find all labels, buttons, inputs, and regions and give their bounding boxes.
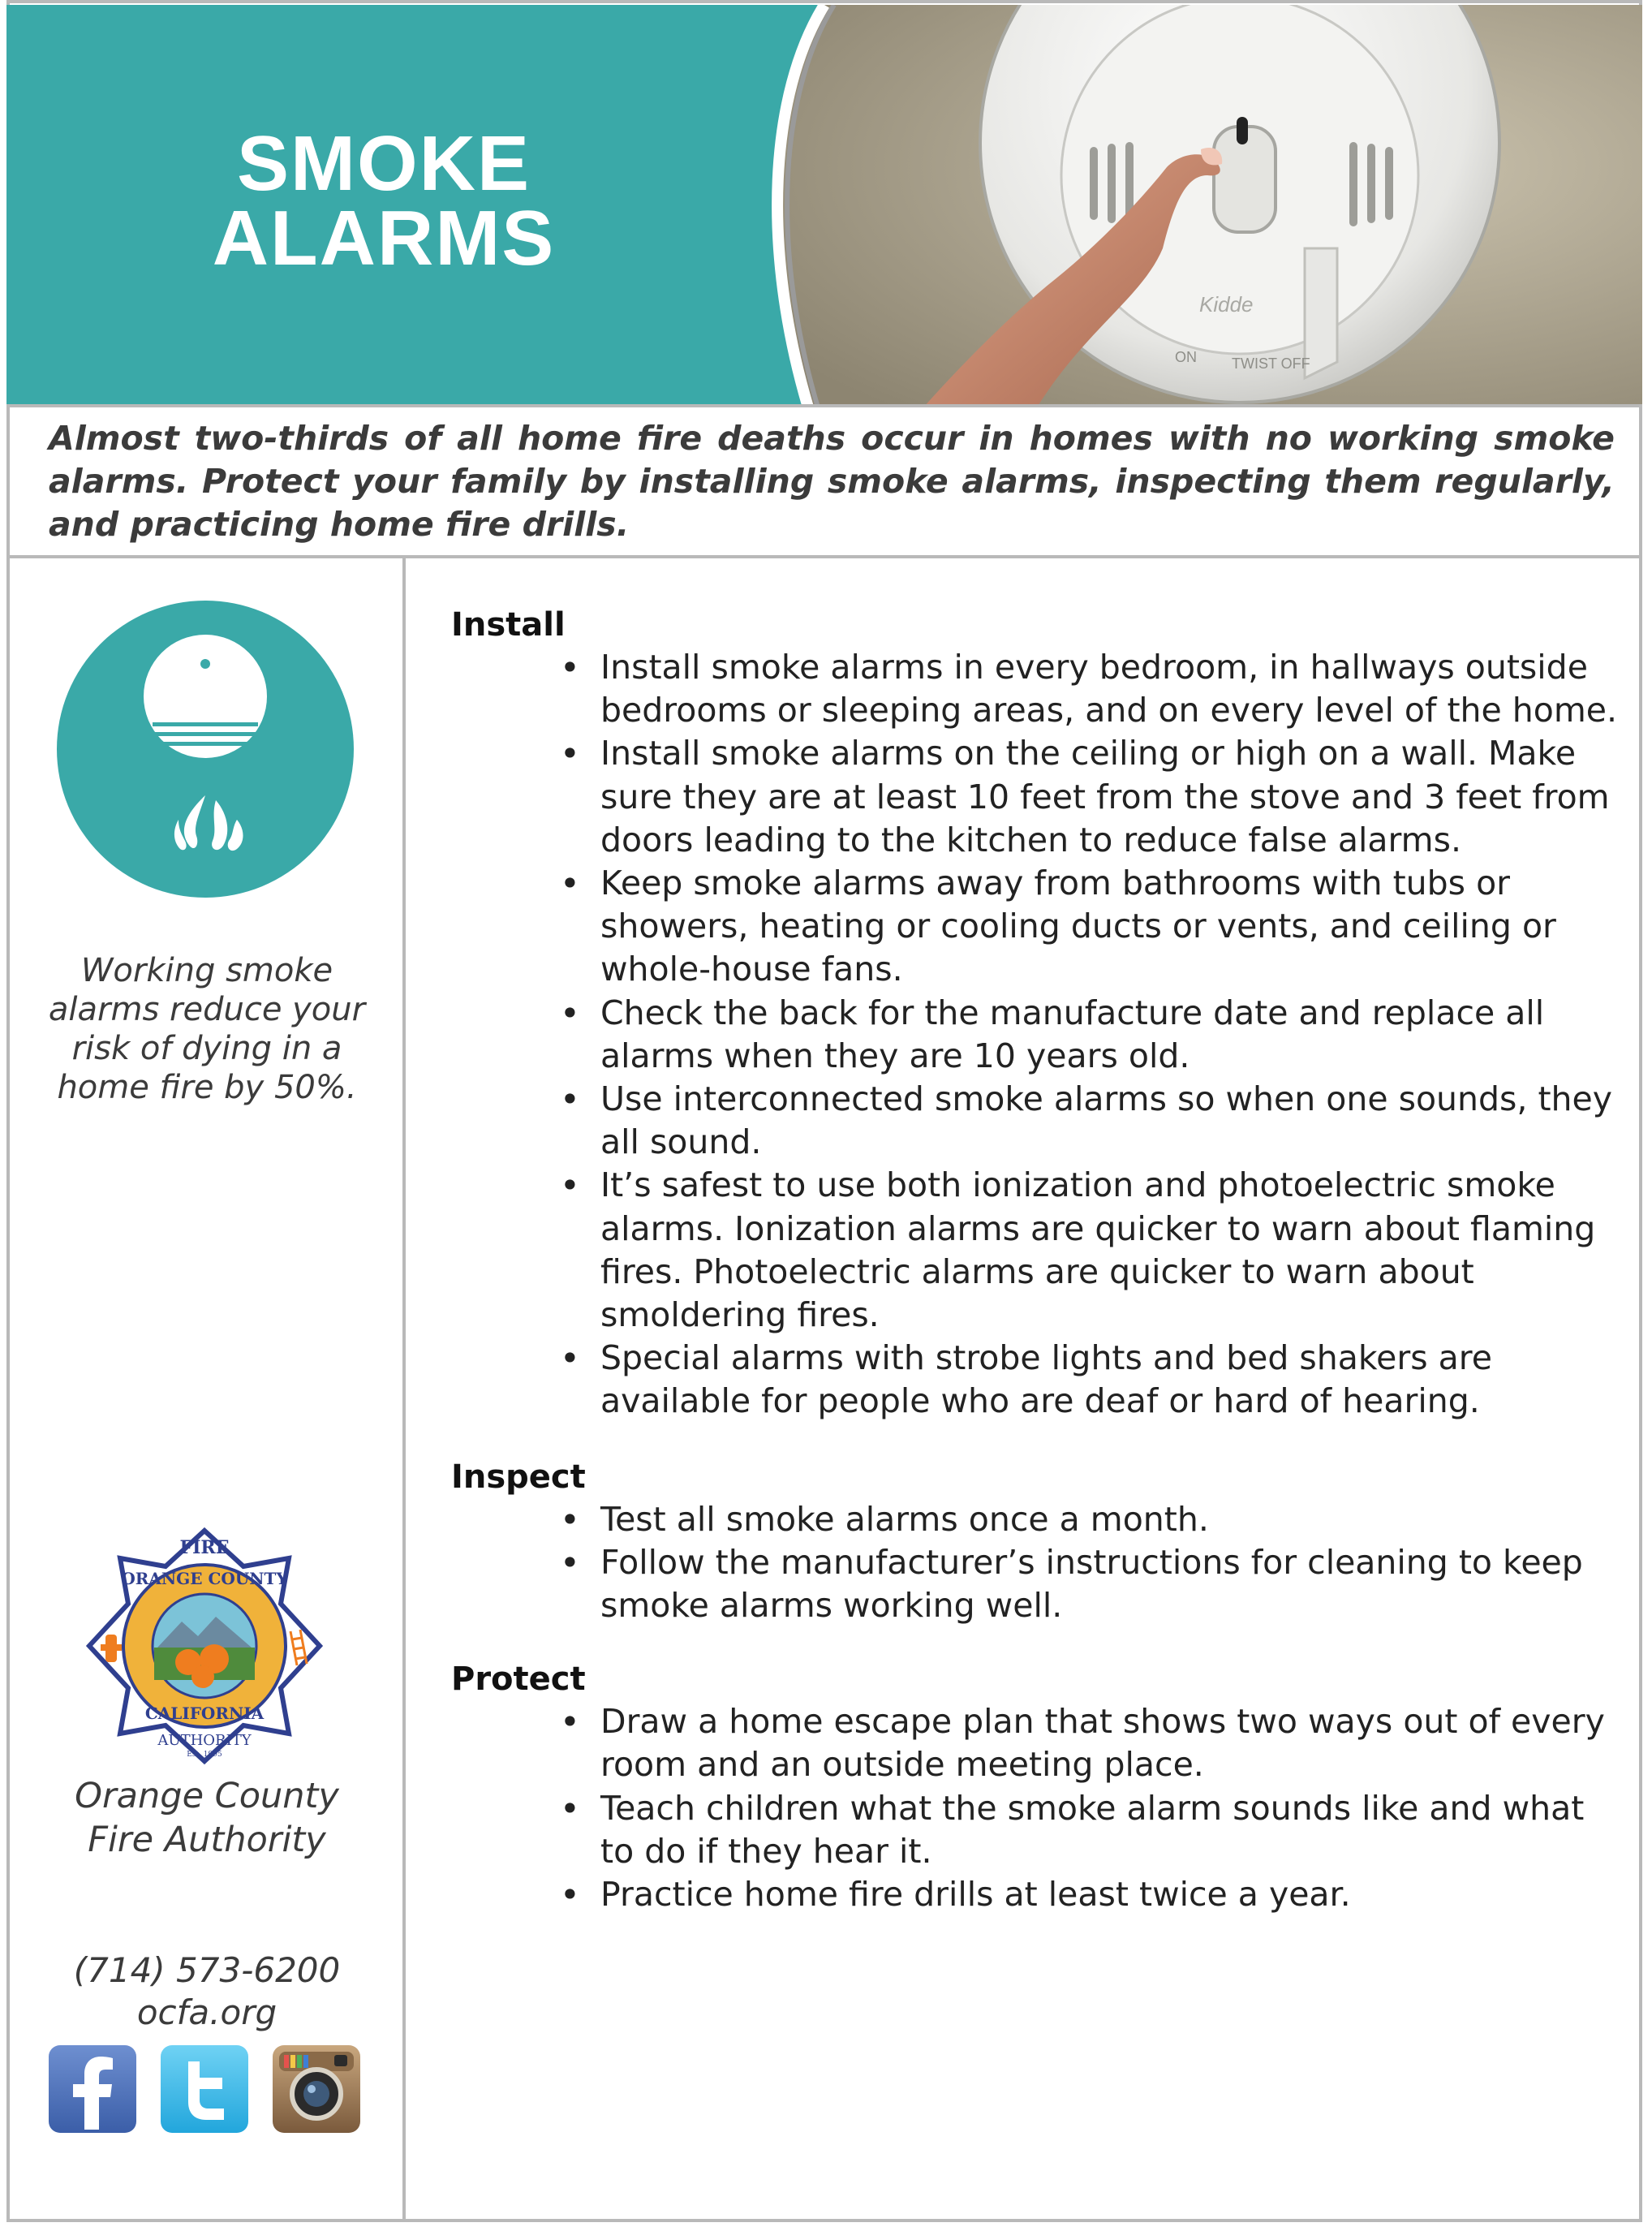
- list-item: • Teach children what the smoke alarm sounds like and what to do if they hear it.: [600, 1787, 1628, 1873]
- photo-twist-label: TWIST OFF: [1232, 355, 1310, 372]
- header-banner: [6, 5, 1642, 407]
- list-item: • Draw a home escape plan that shows two ways out of every room and an outside meeting place.: [600, 1700, 1628, 1786]
- page-title: [104, 120, 664, 282]
- list-item: • Test all smoke alarms once a month.: [600, 1498, 1628, 1541]
- section-heading-install: Install: [451, 606, 566, 644]
- section-heading-inspect: Inspect: [451, 1458, 586, 1496]
- divider-top: [6, 404, 1642, 407]
- column-divider: [402, 557, 406, 2222]
- inspect-list: [451, 1498, 1628, 1628]
- section-install: [451, 604, 1628, 1424]
- seal-ring-bottom-text: CALIFORNIA: [144, 1704, 265, 1723]
- title-line-1: SMOKE: [236, 120, 531, 207]
- social-links: [49, 2045, 373, 2138]
- ocfa-seal-logo: [84, 1526, 325, 1766]
- facebook-icon[interactable]: [49, 2045, 136, 2133]
- list-item: • Install smoke alarms on the ceiling or high on a wall. Make sure they are at least 10 feet from the stove and 3 feet from doors leading to the kitchen to reduce false alarms.: [600, 732, 1628, 862]
- seal-est-text: Est. 1995: [187, 1751, 222, 1759]
- photo-brand-label: Kidde: [1199, 292, 1254, 317]
- list-item: • Install smoke alarms in every bedroom, in hallways outside bedrooms or sleeping areas, and on every level of the home.: [600, 646, 1628, 732]
- contact-info: [32, 1949, 381, 2034]
- organization-name: [32, 1774, 381, 1862]
- twitter-icon[interactable]: [161, 2045, 248, 2133]
- section-heading-protect: Protect: [451, 1661, 586, 1699]
- seal-ring-top-text: ORANGE COUNTY: [121, 1569, 288, 1588]
- divider-intro: [6, 555, 1642, 558]
- photo-on-label: ON: [1175, 349, 1197, 365]
- list-item: • It’s safest to use both ionization and photoelectric smoke alarms. Ionization alarms are quicker to warn about flaming fires. Photoelectric alarms are quicker to warn about smoldering fires.: [600, 1164, 1628, 1337]
- install-list: [451, 646, 1628, 1424]
- statistic-callout: Working smoke alarms reduce your risk of dying in a home fire by 50%.: [48, 952, 366, 1106]
- list-item: • Keep smoke alarms away from bathrooms with tubs or showers, heating or cooling ducts or vents, and ceiling or whole-house fans.: [600, 862, 1628, 992]
- list-item: • Check the back for the manufacture date and replace all alarms when they are 10 years old.: [600, 992, 1628, 1078]
- list-item: • Use interconnected smoke alarms so when one sounds, they all sound.: [600, 1078, 1628, 1164]
- smoke-alarm-icon: [57, 601, 354, 898]
- protect-list: [451, 1700, 1628, 1916]
- intro-text: Almost two-thirds of all home fire deaths occur in homes with no working smoke alarms. Protect your family by installing smoke alarms, inspecting them regularly, and practicing home fire drills.: [49, 419, 1615, 544]
- website-link[interactable]: ocfa.org: [136, 1992, 277, 2032]
- phone-number[interactable]: (714) 573-6200: [73, 1950, 341, 1990]
- main-content: [451, 604, 1628, 1916]
- org-line-1: Orange County: [75, 1776, 339, 1816]
- seal-bottom-text: AUTHORITY: [157, 1732, 252, 1749]
- title-line-2: ALARMS: [212, 195, 556, 282]
- org-line-2: Fire Authority: [88, 1820, 326, 1860]
- instagram-icon[interactable]: [273, 2045, 360, 2133]
- section-inspect: [451, 1456, 1628, 1628]
- section-protect: [451, 1658, 1628, 1916]
- list-item: • Practice home fire drills at least twice a year.: [600, 1873, 1628, 1916]
- list-item: • Special alarms with strobe lights and bed shakers are available for people who are deaf or hard of hearing.: [600, 1337, 1628, 1423]
- seal-top-text: FIRE: [179, 1537, 230, 1558]
- list-item: • Follow the manufacturer’s instructions for cleaning to keep smoke alarms working well.: [600, 1541, 1628, 1627]
